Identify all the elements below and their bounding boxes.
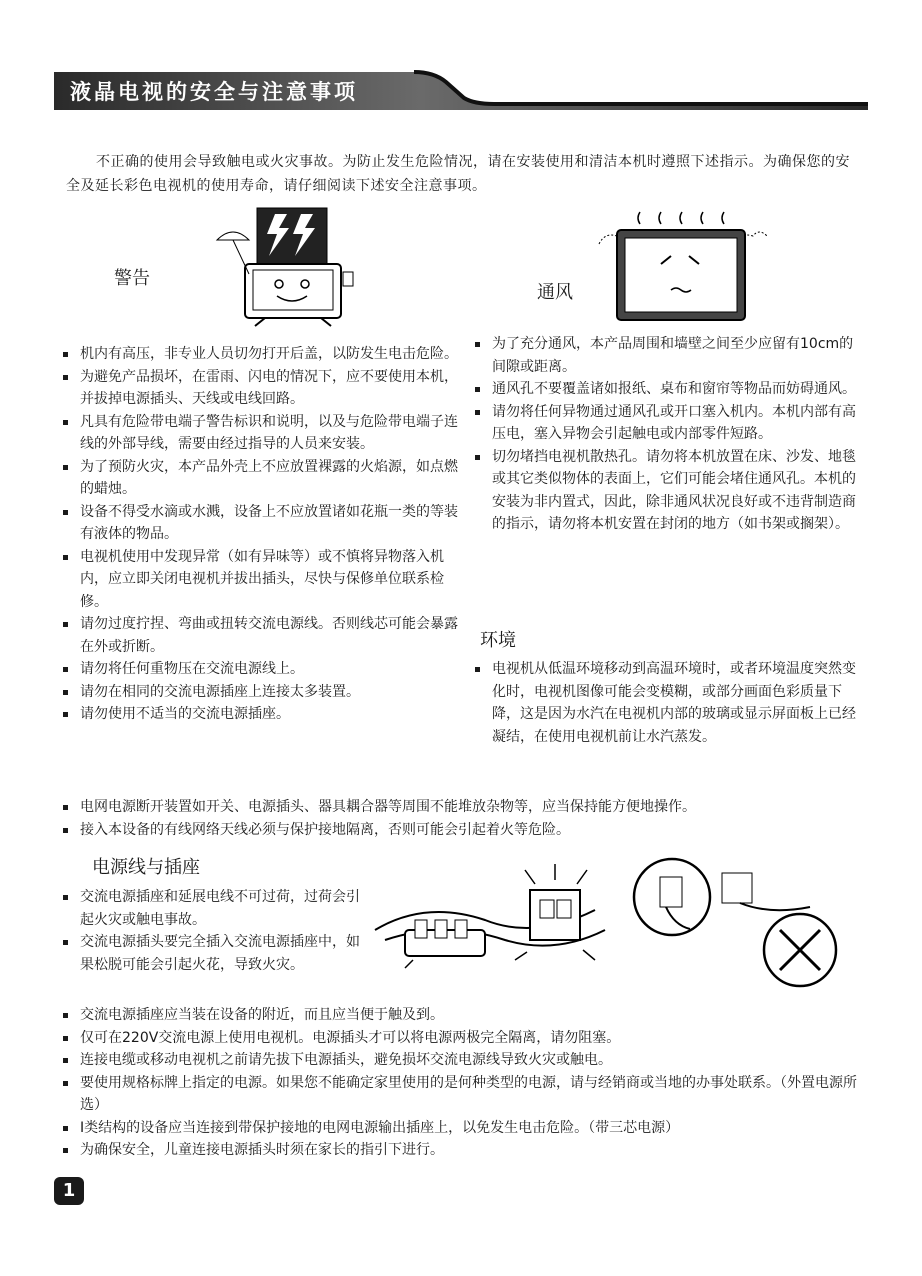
list-item: 要使用规格标牌上指定的电源。如果您不能确定家里使用的是何种类型的电源，请与经销商或当地的办事处联系。（外置电源所选） xyxy=(62,1072,862,1117)
list-item: 为了预防火灾，本产品外壳上不应放置裸露的火焰源，如点燃的蜡烛。 xyxy=(62,456,460,501)
list-item: 请勿将任何异物通过通风孔或开口塞入机内。本机内部有高压电，塞入异物会引起触电或内部零件短路。 xyxy=(474,401,858,446)
list-item: 电视机使用中发现异常（如有异味等）或不慎将异物落入机内，应立即关闭电视机并拔出插头，尽快与保修单位联系检修。 xyxy=(62,546,460,614)
list-item: 交流电源插座应当装在设备的附近，而且应当便于触及到。 xyxy=(62,1004,862,1027)
ventilation-heading: 通风 xyxy=(537,282,573,303)
list-item: 交流电源插头要完全插入交流电源插座中，如果松脱可能会引起火花，导致火灾。 xyxy=(62,931,362,976)
list-item: 通风孔不要覆盖诸如报纸、桌布和窗帘等物品而妨碍通风。 xyxy=(474,378,858,401)
page-number: 1 xyxy=(54,1177,84,1205)
list-item: 请勿在相同的交流电源插座上连接太多装置。 xyxy=(62,681,460,704)
list-item: 接入本设备的有线网络天线必须与保护接地隔离，否则可能会引起着火等危险。 xyxy=(62,819,862,842)
environment-list xyxy=(474,658,858,748)
warning-heading: 警告 xyxy=(114,268,150,289)
overheating-tv-illustration xyxy=(595,210,770,325)
warning-list xyxy=(62,343,460,726)
environment-heading: 环境 xyxy=(480,630,516,651)
storm-tv-illustration xyxy=(205,200,355,330)
list-item: 连接电缆或移动电视机之前请先拔下电源插头，避免损坏交流电源线导致火灾或触电。 xyxy=(62,1049,862,1072)
list-item: 交流电源插座和延展电线不可过荷，过荷会引起火灾或触电事故。 xyxy=(62,886,362,931)
list-item: 切勿堵挡电视机散热孔。请勿将本机放置在床、沙发、地毯或其它类似物体的表面上，它们可能会堵住通风孔。本机的安装为非内置式，因此，除非通风状况良好或不违背制造商的指示，请勿将本机安置在封闭的地方（如书架或搁架）。 xyxy=(474,446,858,536)
power-list-top xyxy=(62,886,362,976)
list-item: 为了充分通风，本产品周围和墙壁之间至少应留有10cm的间隙或距离。 xyxy=(474,333,858,378)
general-list xyxy=(62,796,862,841)
power-heading: 电源线与插座 xyxy=(92,857,200,878)
page-title: 液晶电视的安全与注意事项 xyxy=(70,79,358,104)
list-item: 为避免产品损坏，在雷雨、闪电的情况下，应不要使用本机，并拔掉电源插头、天线或电线回路。 xyxy=(62,366,460,411)
list-item: 请勿过度拧捏、弯曲或扭转交流电源线。否则线芯可能会暴露在外或折断。 xyxy=(62,613,460,658)
list-item: Ⅰ类结构的设备应当连接到带保护接地的电网电源输出插座上，以免发生电击危险。（带三芯电源） xyxy=(62,1117,862,1140)
plug-handling-illustration xyxy=(630,855,860,990)
list-item: 请勿使用不适当的交流电源插座。 xyxy=(62,703,460,726)
ventilation-list xyxy=(474,333,858,536)
section-header xyxy=(54,70,868,110)
intro-paragraph: 不正确的使用会导致触电或火灾事故。为防止发生危险情况，请在安装使用和清洁本机时遵照下述指示。为确保您的安全及延长彩色电视机的使用寿命，请仔细阅读下述安全注意事项。 xyxy=(66,154,850,194)
list-item: 为确保安全，儿童连接电源插头时须在家长的指引下进行。 xyxy=(62,1139,862,1162)
list-item: 请勿将任何重物压在交流电源线上。 xyxy=(62,658,460,681)
overloaded-outlet-illustration xyxy=(365,860,615,980)
list-item: 设备不得受水滴或水溅，设备上不应放置诸如花瓶一类的等装有液体的物品。 xyxy=(62,501,460,546)
list-item: 机内有高压，非专业人员切勿打开后盖，以防发生电击危险。 xyxy=(62,343,460,366)
list-item: 凡具有危险带电端子警告标识和说明，以及与危险带电端子连线的外部导线，需要由经过指导的人员来安装。 xyxy=(62,411,460,456)
power-list-bottom xyxy=(62,1004,862,1162)
list-item: 电网电源断开装置如开关、电源插头、器具耦合器等周围不能堆放杂物等，应当保持能方便地操作。 xyxy=(62,796,862,819)
list-item: 电视机从低温环境移动到高温环境时，或者环境温度突然变化时，电视机图像可能会变模糊，或部分画面色彩质量下降，这是因为水汽在电视机内部的玻璃或显示屏面板上已经凝结，在使用电视机前让水汽蒸发。 xyxy=(474,658,858,748)
list-item: 仅可在220V交流电源上使用电视机。电源插头才可以将电源两极完全隔离，请勿阻塞。 xyxy=(62,1027,862,1050)
